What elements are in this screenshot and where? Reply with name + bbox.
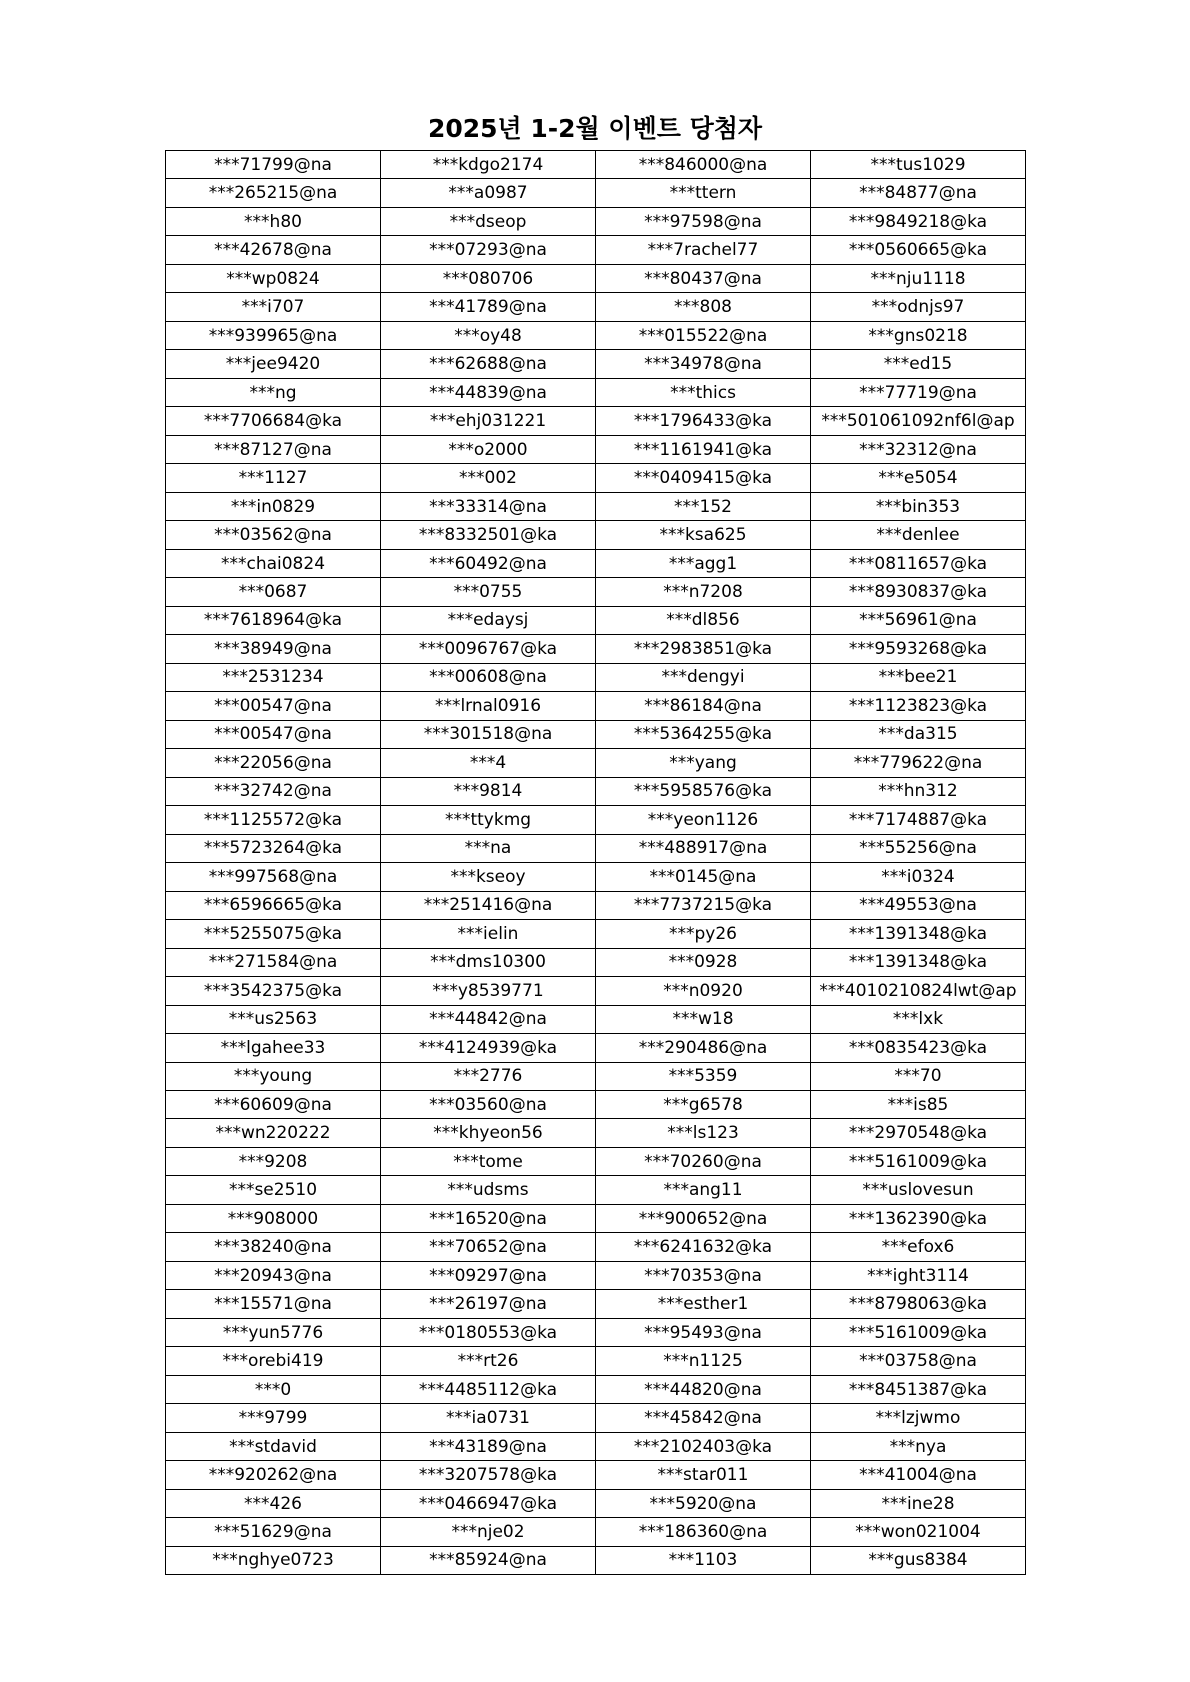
winner-id-cell: ***3542375@ka xyxy=(166,977,381,1005)
winner-id-cell: ***808 xyxy=(596,293,811,321)
winner-id-cell: ***5359 xyxy=(596,1062,811,1090)
winner-id-cell: ***o2000 xyxy=(381,435,596,463)
table-row xyxy=(166,407,1026,435)
winner-id-cell: ***y8539771 xyxy=(381,977,596,1005)
winner-id-cell: ***tome xyxy=(381,1147,596,1175)
winner-id-cell: ***87127@na xyxy=(166,435,381,463)
winner-id-cell: ***44842@na xyxy=(381,1005,596,1033)
winner-id-cell: ***1391348@ka xyxy=(811,920,1026,948)
winner-id-cell: ***h80 xyxy=(166,207,381,235)
winner-id-cell: ***09297@na xyxy=(381,1261,596,1289)
winner-id-cell: ***44820@na xyxy=(596,1375,811,1403)
winner-id-cell: ***us2563 xyxy=(166,1005,381,1033)
winner-id-cell: ***9849218@ka xyxy=(811,207,1026,235)
winner-id-cell: ***2531234 xyxy=(166,663,381,691)
winner-id-cell: ***0466947@ka xyxy=(381,1489,596,1517)
winner-id-cell: ***edaysj xyxy=(381,606,596,634)
winner-id-cell: ***jee9420 xyxy=(166,350,381,378)
winners-table-body xyxy=(166,151,1026,1575)
winner-id-cell: ***1161941@ka xyxy=(596,435,811,463)
winner-id-cell: ***wn220222 xyxy=(166,1119,381,1147)
winner-id-cell: ***4 xyxy=(381,749,596,777)
table-row xyxy=(166,1404,1026,1432)
table-row xyxy=(166,1062,1026,1090)
table-row xyxy=(166,920,1026,948)
winner-id-cell: ***70260@na xyxy=(596,1147,811,1175)
winner-id-cell: ***0687 xyxy=(166,578,381,606)
winner-id-cell: ***ight3114 xyxy=(811,1261,1026,1289)
winner-id-cell: ***nghye0723 xyxy=(166,1546,381,1574)
winner-id-cell: ***dms10300 xyxy=(381,948,596,976)
table-row xyxy=(166,1375,1026,1403)
table-row xyxy=(166,663,1026,691)
table-row xyxy=(166,578,1026,606)
winner-id-cell: ***na xyxy=(381,834,596,862)
winner-id-cell: ***odnjs97 xyxy=(811,293,1026,321)
winner-id-cell: ***501061092nf6l@ap xyxy=(811,407,1026,435)
table-row xyxy=(166,1318,1026,1346)
winner-id-cell: ***ttern xyxy=(596,179,811,207)
winner-id-cell: ***2102403@ka xyxy=(596,1432,811,1460)
winner-id-cell: ***4124939@ka xyxy=(381,1034,596,1062)
winner-id-cell: ***1123823@ka xyxy=(811,692,1026,720)
table-row xyxy=(166,179,1026,207)
winner-id-cell: ***denlee xyxy=(811,521,1026,549)
winner-id-cell: ***nju1118 xyxy=(811,264,1026,292)
winner-id-cell: ***86184@na xyxy=(596,692,811,720)
winner-id-cell: ***97598@na xyxy=(596,207,811,235)
winner-id-cell: ***186360@na xyxy=(596,1518,811,1546)
winner-id-cell: ***dseop xyxy=(381,207,596,235)
winner-id-cell: ***won021004 xyxy=(811,1518,1026,1546)
table-row xyxy=(166,435,1026,463)
winner-id-cell: ***43189@na xyxy=(381,1432,596,1460)
winner-id-cell: ***002 xyxy=(381,464,596,492)
winner-id-cell: ***ls123 xyxy=(596,1119,811,1147)
winner-id-cell: ***34978@na xyxy=(596,350,811,378)
table-row xyxy=(166,1347,1026,1375)
winner-id-cell: ***9593268@ka xyxy=(811,635,1026,663)
winner-id-cell: ***ksa625 xyxy=(596,521,811,549)
table-row xyxy=(166,635,1026,663)
winner-id-cell: ***80437@na xyxy=(596,264,811,292)
winner-id-cell: ***85924@na xyxy=(381,1546,596,1574)
winner-id-cell: ***ng xyxy=(166,378,381,406)
table-row xyxy=(166,1147,1026,1175)
table-row xyxy=(166,1034,1026,1062)
winner-id-cell: ***60609@na xyxy=(166,1090,381,1118)
winner-id-cell: ***is85 xyxy=(811,1090,1026,1118)
winner-id-cell: ***agg1 xyxy=(596,549,811,577)
winner-id-cell: ***60492@na xyxy=(381,549,596,577)
winner-id-cell: ***20943@na xyxy=(166,1261,381,1289)
winner-id-cell: ***wp0824 xyxy=(166,264,381,292)
table-row xyxy=(166,606,1026,634)
winner-id-cell: ***stdavid xyxy=(166,1432,381,1460)
winner-id-cell: ***gus8384 xyxy=(811,1546,1026,1574)
winner-id-cell: ***esther1 xyxy=(596,1290,811,1318)
winner-id-cell: ***ine28 xyxy=(811,1489,1026,1517)
winner-id-cell: ***7174887@ka xyxy=(811,806,1026,834)
winner-id-cell: ***3207578@ka xyxy=(381,1461,596,1489)
winner-id-cell: ***997568@na xyxy=(166,863,381,891)
winner-id-cell: ***ang11 xyxy=(596,1176,811,1204)
winner-id-cell: ***33314@na xyxy=(381,492,596,520)
winner-id-cell: ***7706684@ka xyxy=(166,407,381,435)
winner-id-cell: ***152 xyxy=(596,492,811,520)
winner-id-cell: ***7618964@ka xyxy=(166,606,381,634)
table-row xyxy=(166,350,1026,378)
winner-id-cell: ***lxk xyxy=(811,1005,1026,1033)
winner-id-cell: ***488917@na xyxy=(596,834,811,862)
winner-id-cell: ***70353@na xyxy=(596,1261,811,1289)
winner-id-cell: ***5161009@ka xyxy=(811,1318,1026,1346)
winner-id-cell: ***e5054 xyxy=(811,464,1026,492)
winner-id-cell: ***n0920 xyxy=(596,977,811,1005)
winner-id-cell: ***908000 xyxy=(166,1204,381,1232)
winner-id-cell: ***udsms xyxy=(381,1176,596,1204)
winner-id-cell: ***4010210824lwt@ap xyxy=(811,977,1026,1005)
table-row xyxy=(166,236,1026,264)
winner-id-cell: ***4485112@ka xyxy=(381,1375,596,1403)
winner-id-cell: ***71799@na xyxy=(166,151,381,179)
table-row xyxy=(166,521,1026,549)
winner-id-cell: ***orebi419 xyxy=(166,1347,381,1375)
table-row xyxy=(166,806,1026,834)
table-row xyxy=(166,151,1026,179)
winner-id-cell: ***41004@na xyxy=(811,1461,1026,1489)
winner-id-cell: ***70 xyxy=(811,1062,1026,1090)
table-row xyxy=(166,749,1026,777)
winner-id-cell: ***lzjwmo xyxy=(811,1404,1026,1432)
winner-id-cell: ***5723264@ka xyxy=(166,834,381,862)
winner-id-cell: ***84877@na xyxy=(811,179,1026,207)
table-row xyxy=(166,1546,1026,1574)
winner-id-cell: ***ehj031221 xyxy=(381,407,596,435)
winner-id-cell: ***779622@na xyxy=(811,749,1026,777)
winner-id-cell: ***1796433@ka xyxy=(596,407,811,435)
winner-id-cell: ***9814 xyxy=(381,777,596,805)
winner-id-cell: ***a0987 xyxy=(381,179,596,207)
winner-id-cell: ***5364255@ka xyxy=(596,720,811,748)
table-row xyxy=(166,1005,1026,1033)
table-row xyxy=(166,464,1026,492)
winner-id-cell: ***kseoy xyxy=(381,863,596,891)
table-row xyxy=(166,1119,1026,1147)
winner-id-cell: ***1362390@ka xyxy=(811,1204,1026,1232)
winner-id-cell: ***8930837@ka xyxy=(811,578,1026,606)
winner-id-cell: ***939965@na xyxy=(166,321,381,349)
winner-id-cell: ***0180553@ka xyxy=(381,1318,596,1346)
winner-id-cell: ***bin353 xyxy=(811,492,1026,520)
winner-id-cell: ***32742@na xyxy=(166,777,381,805)
winner-id-cell: ***2970548@ka xyxy=(811,1119,1026,1147)
winner-id-cell: ***yeon1126 xyxy=(596,806,811,834)
winner-id-cell: ***8798063@ka xyxy=(811,1290,1026,1318)
winner-id-cell: ***1125572@ka xyxy=(166,806,381,834)
winner-id-cell: ***tus1029 xyxy=(811,151,1026,179)
winner-id-cell: ***yun5776 xyxy=(166,1318,381,1346)
table-row xyxy=(166,378,1026,406)
winner-id-cell: ***9799 xyxy=(166,1404,381,1432)
winner-id-cell: ***5958576@ka xyxy=(596,777,811,805)
winner-id-cell: ***w18 xyxy=(596,1005,811,1033)
winner-id-cell: ***8451387@ka xyxy=(811,1375,1026,1403)
winner-id-cell: ***03562@na xyxy=(166,521,381,549)
winner-id-cell: ***gns0218 xyxy=(811,321,1026,349)
winner-id-cell: ***i707 xyxy=(166,293,381,321)
table-row xyxy=(166,1233,1026,1261)
winner-id-cell: ***2776 xyxy=(381,1062,596,1090)
winner-id-cell: ***251416@na xyxy=(381,891,596,919)
winner-id-cell: ***49553@na xyxy=(811,891,1026,919)
winner-id-cell: ***in0829 xyxy=(166,492,381,520)
winner-id-cell: ***00547@na xyxy=(166,692,381,720)
winner-id-cell: ***ttykmg xyxy=(381,806,596,834)
winner-id-cell: ***00547@na xyxy=(166,720,381,748)
winner-id-cell: ***star011 xyxy=(596,1461,811,1489)
winner-id-cell: ***38240@na xyxy=(166,1233,381,1261)
winner-id-cell: ***0096767@ka xyxy=(381,635,596,663)
winner-id-cell: ***920262@na xyxy=(166,1461,381,1489)
winner-id-cell: ***080706 xyxy=(381,264,596,292)
winner-id-cell: ***efox6 xyxy=(811,1233,1026,1261)
winner-id-cell: ***00608@na xyxy=(381,663,596,691)
winner-id-cell: ***70652@na xyxy=(381,1233,596,1261)
winner-id-cell: ***45842@na xyxy=(596,1404,811,1432)
winner-id-cell: ***se2510 xyxy=(166,1176,381,1204)
winner-id-cell: ***uslovesun xyxy=(811,1176,1026,1204)
table-row xyxy=(166,1261,1026,1289)
winner-id-cell: ***62688@na xyxy=(381,350,596,378)
winner-id-cell: ***5161009@ka xyxy=(811,1147,1026,1175)
table-row xyxy=(166,264,1026,292)
winner-id-cell: ***03758@na xyxy=(811,1347,1026,1375)
winner-id-cell: ***py26 xyxy=(596,920,811,948)
winner-id-cell: ***0928 xyxy=(596,948,811,976)
winner-id-cell: ***lgahee33 xyxy=(166,1034,381,1062)
winner-id-cell: ***290486@na xyxy=(596,1034,811,1062)
winner-id-cell: ***2983851@ka xyxy=(596,635,811,663)
table-row xyxy=(166,863,1026,891)
winner-id-cell: ***32312@na xyxy=(811,435,1026,463)
winner-id-cell: ***0835423@ka xyxy=(811,1034,1026,1062)
winner-id-cell: ***dl856 xyxy=(596,606,811,634)
winner-id-cell: ***265215@na xyxy=(166,179,381,207)
winner-id-cell: ***nya xyxy=(811,1432,1026,1460)
winner-id-cell: ***15571@na xyxy=(166,1290,381,1318)
winner-id-cell: ***lrnal0916 xyxy=(381,692,596,720)
winner-id-cell: ***rt26 xyxy=(381,1347,596,1375)
winner-id-cell: ***yang xyxy=(596,749,811,777)
winner-id-cell: ***22056@na xyxy=(166,749,381,777)
winner-id-cell: ***khyeon56 xyxy=(381,1119,596,1147)
winner-id-cell: ***95493@na xyxy=(596,1318,811,1346)
winner-id-cell: ***n7208 xyxy=(596,578,811,606)
table-row xyxy=(166,1461,1026,1489)
table-row xyxy=(166,492,1026,520)
winner-id-cell: ***51629@na xyxy=(166,1518,381,1546)
table-row xyxy=(166,891,1026,919)
winner-id-cell: ***846000@na xyxy=(596,151,811,179)
winner-id-cell: ***271584@na xyxy=(166,948,381,976)
winner-id-cell: ***900652@na xyxy=(596,1204,811,1232)
winner-id-cell: ***16520@na xyxy=(381,1204,596,1232)
table-row xyxy=(166,1518,1026,1546)
winner-id-cell: ***g6578 xyxy=(596,1090,811,1118)
winner-id-cell: ***0811657@ka xyxy=(811,549,1026,577)
winner-id-cell: ***6596665@ka xyxy=(166,891,381,919)
table-row xyxy=(166,321,1026,349)
winner-id-cell: ***56961@na xyxy=(811,606,1026,634)
table-row xyxy=(166,1489,1026,1517)
table-row xyxy=(166,1176,1026,1204)
table-row xyxy=(166,834,1026,862)
table-row xyxy=(166,293,1026,321)
winner-id-cell: ***42678@na xyxy=(166,236,381,264)
winner-id-cell: ***9208 xyxy=(166,1147,381,1175)
winner-id-cell: ***0755 xyxy=(381,578,596,606)
winner-id-cell: ***oy48 xyxy=(381,321,596,349)
winner-id-cell: ***dengyi xyxy=(596,663,811,691)
table-row xyxy=(166,1432,1026,1460)
winner-id-cell: ***i0324 xyxy=(811,863,1026,891)
winner-id-cell: ***5920@na xyxy=(596,1489,811,1517)
winner-id-cell: ***da315 xyxy=(811,720,1026,748)
table-row xyxy=(166,1090,1026,1118)
table-row xyxy=(166,777,1026,805)
winner-id-cell: ***41789@na xyxy=(381,293,596,321)
winner-id-cell: ***n1125 xyxy=(596,1347,811,1375)
winner-id-cell: ***0409415@ka xyxy=(596,464,811,492)
winner-id-cell: ***ed15 xyxy=(811,350,1026,378)
page-title: 2025년 1-2월 이벤트 당첨자 xyxy=(427,114,763,143)
winner-id-cell: ***7737215@ka xyxy=(596,891,811,919)
winner-id-cell: ***77719@na xyxy=(811,378,1026,406)
winner-id-cell: ***ia0731 xyxy=(381,1404,596,1432)
winner-id-cell: ***0560665@ka xyxy=(811,236,1026,264)
winner-id-cell: ***8332501@ka xyxy=(381,521,596,549)
table-row xyxy=(166,948,1026,976)
winner-id-cell: ***5255075@ka xyxy=(166,920,381,948)
winner-id-cell: ***55256@na xyxy=(811,834,1026,862)
winner-id-cell: ***426 xyxy=(166,1489,381,1517)
winner-id-cell: ***44839@na xyxy=(381,378,596,406)
winner-id-cell: ***26197@na xyxy=(381,1290,596,1318)
table-row xyxy=(166,1290,1026,1318)
winners-table xyxy=(165,150,1026,1575)
winner-id-cell: ***nje02 xyxy=(381,1518,596,1546)
winner-id-cell: ***301518@na xyxy=(381,720,596,748)
winner-id-cell: ***38949@na xyxy=(166,635,381,663)
winner-id-cell: ***0145@na xyxy=(596,863,811,891)
table-row xyxy=(166,549,1026,577)
winner-id-cell: ***ielin xyxy=(381,920,596,948)
table-row xyxy=(166,207,1026,235)
table-row xyxy=(166,1204,1026,1232)
winner-id-cell: ***1391348@ka xyxy=(811,948,1026,976)
winner-id-cell: ***hn312 xyxy=(811,777,1026,805)
winner-id-cell: ***03560@na xyxy=(381,1090,596,1118)
winner-id-cell: ***thics xyxy=(596,378,811,406)
winner-id-cell: ***1127 xyxy=(166,464,381,492)
winner-id-cell: ***chai0824 xyxy=(166,549,381,577)
winner-id-cell: ***015522@na xyxy=(596,321,811,349)
winner-id-cell: ***07293@na xyxy=(381,236,596,264)
winner-id-cell: ***kdgo2174 xyxy=(381,151,596,179)
winner-id-cell: ***1103 xyxy=(596,1546,811,1574)
winner-id-cell: ***young xyxy=(166,1062,381,1090)
table-row xyxy=(166,720,1026,748)
table-row xyxy=(166,692,1026,720)
winner-id-cell: ***7rachel77 xyxy=(596,236,811,264)
winner-id-cell: ***bee21 xyxy=(811,663,1026,691)
table-row xyxy=(166,977,1026,1005)
winner-id-cell: ***0 xyxy=(166,1375,381,1403)
winner-id-cell: ***6241632@ka xyxy=(596,1233,811,1261)
